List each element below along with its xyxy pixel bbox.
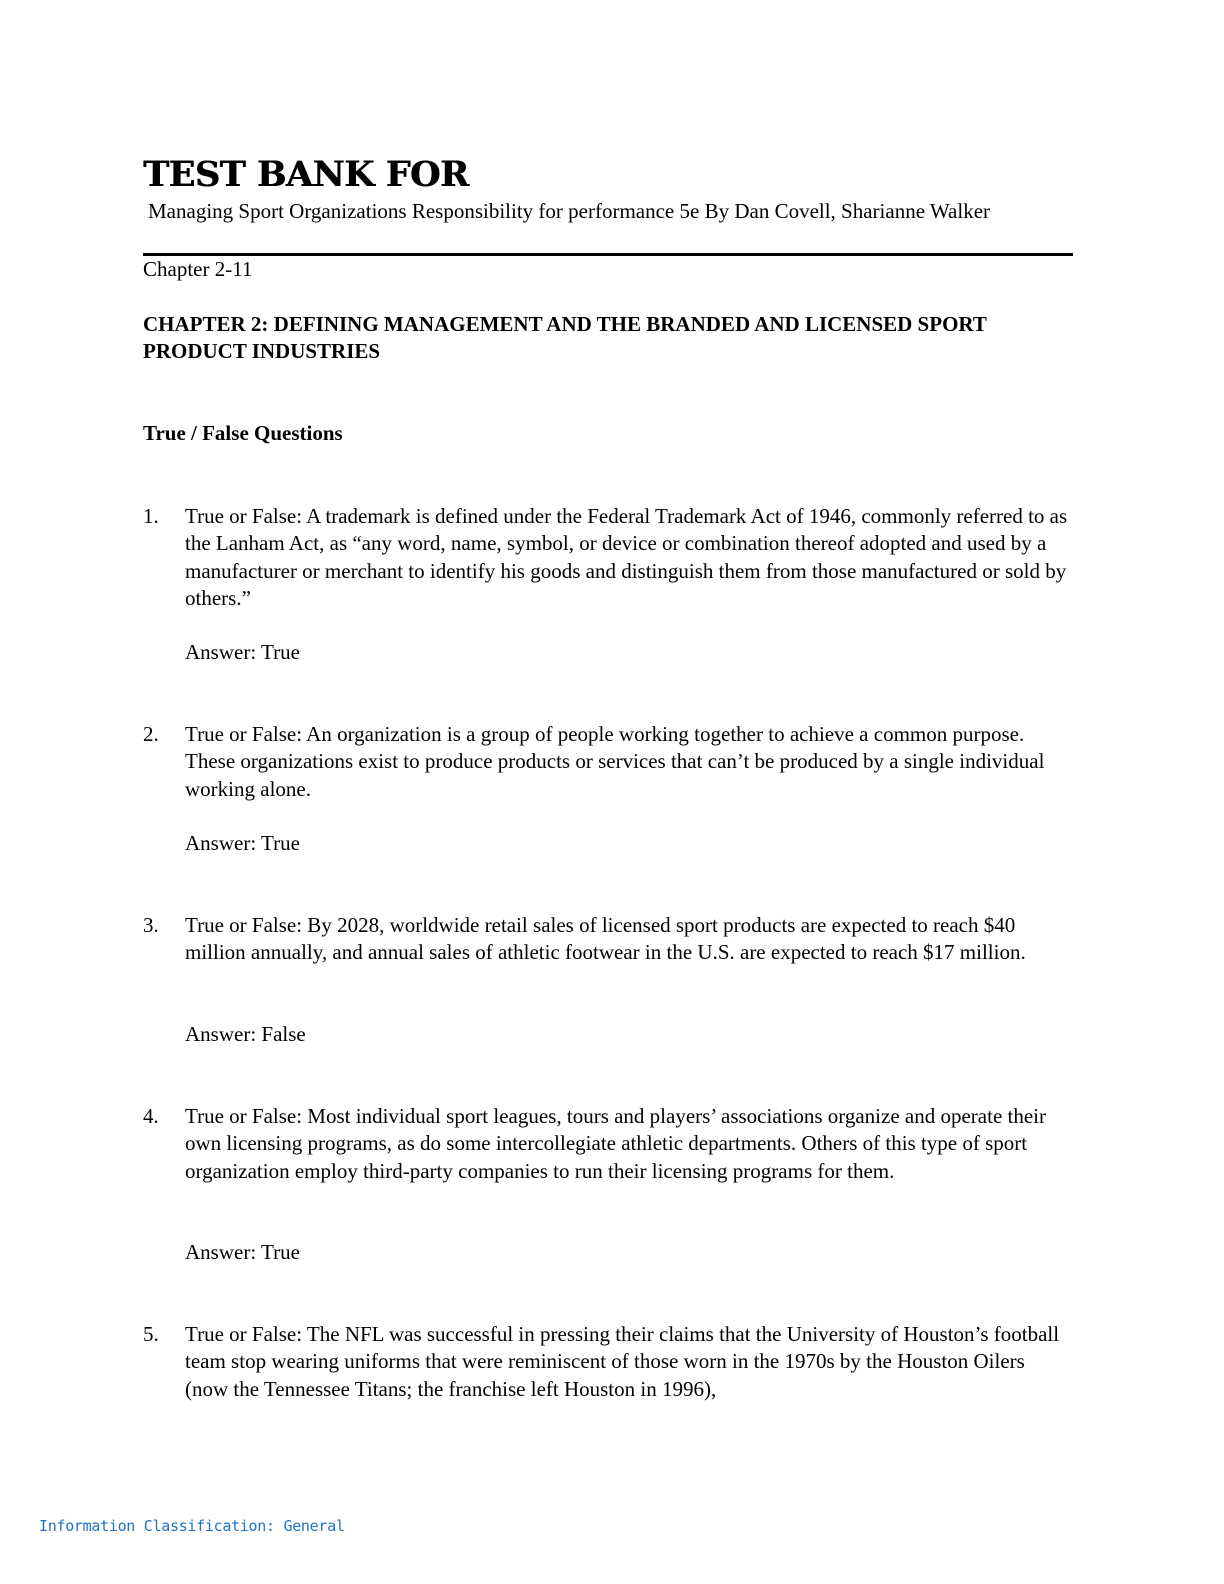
question-item bbox=[143, 1103, 1073, 1185]
question-answer: Answer: True bbox=[185, 640, 300, 664]
question-number: 4. bbox=[143, 1104, 159, 1128]
question-answer: Answer: False bbox=[185, 1022, 306, 1046]
question-text: True or False: Most individual sport leagues, tours and players’ associations organize and operate their own licensing programs, as do some intercollegiate athletic departments. Others of this type of sport organization employ third-party companies to run their licensing programs for them. bbox=[185, 1104, 1046, 1183]
document-title: TEST BANK FOR bbox=[143, 154, 469, 195]
section-heading: True / False Questions bbox=[143, 421, 343, 445]
book-subtitle: Managing Sport Organizations Responsibility for performance 5e By Dan Covell, Sharianne Walker bbox=[148, 199, 991, 223]
question-answer: Answer: True bbox=[185, 1240, 300, 1264]
question-number: 3. bbox=[143, 913, 159, 937]
question-number: 1. bbox=[143, 504, 159, 528]
question-text: True or False: A trademark is defined under the Federal Trademark Act of 1946, commonly referred to as the Lanham Act, as “any word, name, symbol, or device or combination thereof adopted and used by a manufacturer or merchant to identify his goods and distinguish them from those manufactured or sold by others.” bbox=[185, 504, 1068, 610]
chapter-heading: CHAPTER 2: DEFINING MANAGEMENT AND THE BRANDED AND LICENSED SPORT PRODUCT INDUSTRIES bbox=[143, 312, 987, 363]
question-text: True or False: The NFL was successful in pressing their claims that the University of Houston’s football team stop wearing uniforms that were reminiscent of those worn in the 1970s by the Houston Oilers (now the Tennessee Titans; the franchise left Houston in 1996), bbox=[185, 1322, 1060, 1401]
question-text: True or False: By 2028, worldwide retail sales of licensed sport products are expected to reach $40 million annually, and annual sales of athletic footwear in the U.S. are expected to reach $17 million. bbox=[185, 913, 1026, 965]
question-number: 5. bbox=[143, 1322, 159, 1346]
question-number: 2. bbox=[143, 722, 159, 746]
question-item bbox=[143, 912, 1073, 967]
question-answer: Answer: True bbox=[185, 831, 300, 855]
question-item bbox=[143, 503, 1073, 612]
chapter-range: Chapter 2-11 bbox=[143, 257, 253, 281]
question-text: True or False: An organization is a group of people working together to achieve a common purpose. These organizations exist to produce products or services that can’t be produced by a single individual working alone. bbox=[185, 722, 1045, 801]
question-item bbox=[143, 721, 1073, 803]
question-item bbox=[143, 1321, 1073, 1403]
header-rule bbox=[143, 253, 1073, 256]
information-classification-footer: Information Classification: General bbox=[39, 1517, 345, 1535]
